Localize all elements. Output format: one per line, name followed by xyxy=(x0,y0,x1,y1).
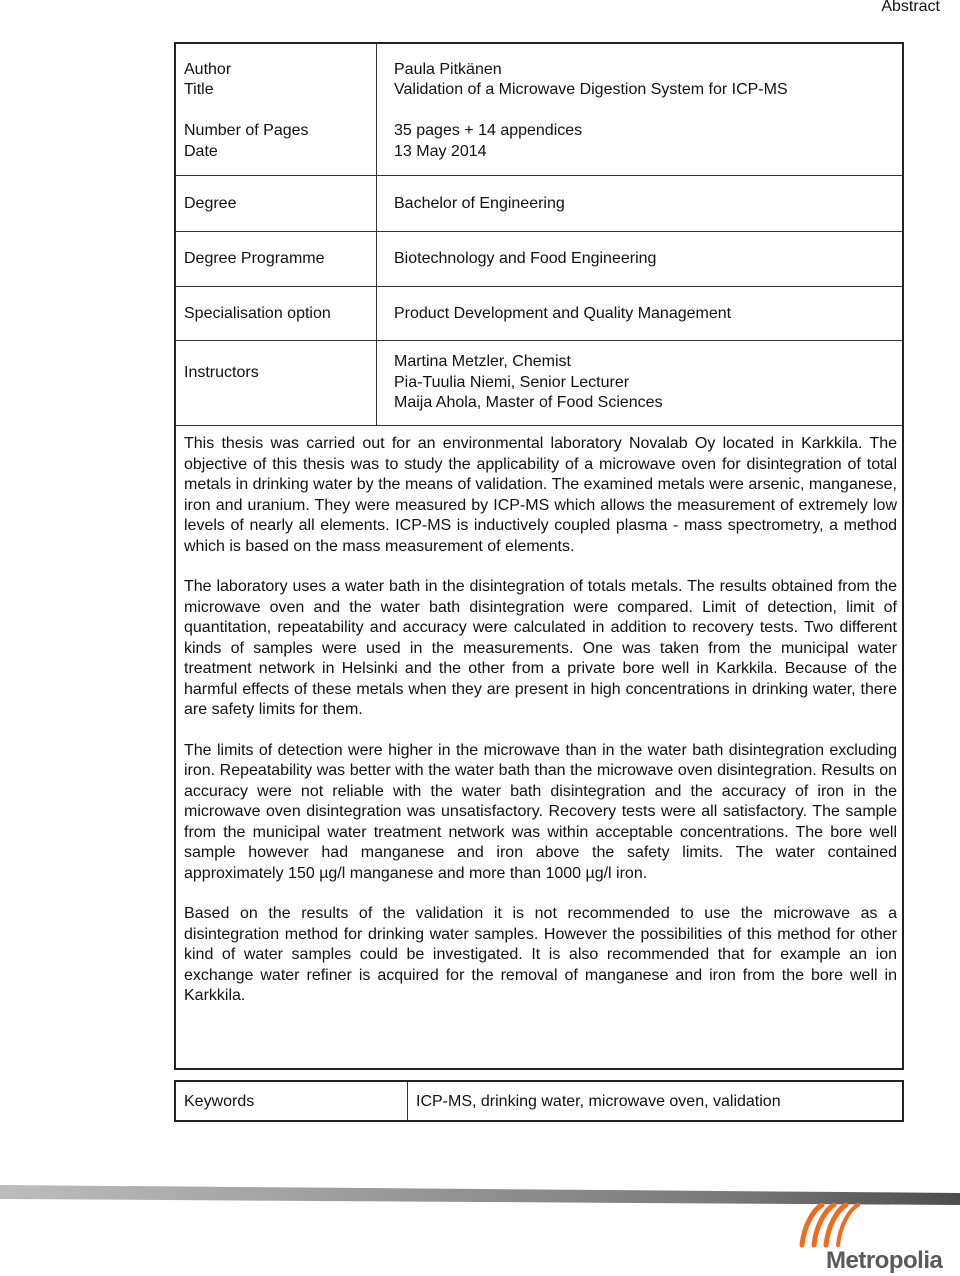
programme-value: Biotechnology and Food Engineering xyxy=(394,250,657,267)
pages-value: 35 pages + 14 appendices xyxy=(394,122,583,139)
column-divider xyxy=(376,44,377,425)
author-value: Paula Pitkänen xyxy=(394,61,502,78)
author-label: Author xyxy=(184,61,232,78)
row-divider xyxy=(176,286,902,287)
keywords-divider xyxy=(407,1082,408,1120)
keywords-table xyxy=(174,1080,904,1122)
keywords-label: Keywords xyxy=(184,1093,255,1110)
abstract-paragraph: The laboratory uses a water bath in the disintegration of totals metals. The results obtained from the microwave oven and the water bath disintegration were compared. Limit of detection, limit of quantitation, repeatability and accuracy were calculated in addition to recovery tests. Two different kinds of samples were used in the measurements. One was taken from the municipal water treatment network in Helsinki and the other from a private bore well in Karkkila. Because of the harmful effects of these metals when they are present in high concentrations in drinking water, there are safety limits for them. xyxy=(184,578,897,718)
degree-label: Degree xyxy=(184,195,237,212)
page-header-label: Abstract xyxy=(881,0,940,15)
pages-label: Number of Pages xyxy=(184,122,309,139)
metropolia-wordmark: Metropolia xyxy=(826,1247,943,1274)
degree-value: Bachelor of Engineering xyxy=(394,195,565,212)
title-label: Title xyxy=(184,81,214,98)
date-label: Date xyxy=(184,143,218,160)
row-divider xyxy=(176,175,902,176)
programme-label: Degree Programme xyxy=(184,250,325,267)
abstract-text xyxy=(184,434,897,1027)
abstract-paragraph: The limits of detection were higher in the microwave than in the water bath disintegration excluding iron. Repeatability was better with the water bath than the microwave oven disintegration. Results on accuracy were not reliable with the water bath disintegration and the accuracy of iron in the microwave oven disintegration was unsatisfactory. Recovery tests were all satisfactory. The sample from the municipal water treatment network was within acceptable concentrations. The bore well sample however had manganese and iron above the safety limits. The water contained approximately 150 µg/l manganese and more than 1000 µg/l iron. xyxy=(184,741,897,882)
instructors-label: Instructors xyxy=(184,364,259,381)
title-value: Validation of a Microwave Digestion System for ICP-MS xyxy=(394,81,788,98)
thesis-metadata-table xyxy=(174,42,904,1070)
instructor-2: Pia-Tuulia Niemi, Senior Lecturer xyxy=(394,374,630,391)
instructor-1: Martina Metzler, Chemist xyxy=(394,353,571,370)
abstract-paragraph: Based on the results of the validation it is not recommended to use the microwave as a disintegration method for drinking water samples. However the possibilities of this method for other kind of water samples could be investigated. It is also recommended that for example an ion exchange water refiner is acquired for the removal of manganese and iron from the bore well in Karkkila. xyxy=(184,905,897,1004)
date-value: 13 May 2014 xyxy=(394,143,487,160)
specialisation-value: Product Development and Quality Management xyxy=(394,305,732,322)
row-divider xyxy=(176,340,902,341)
keywords-value: ICP-MS, drinking water, microwave oven, validation xyxy=(416,1093,781,1110)
abstract-paragraph: This thesis was carried out for an environmental laboratory Novalab Oy located in Karkkila. The objective of this thesis was to study the applicability of a microwave oven for disintegration of total metals in drinking water by the means of validation. The examined metals were arsenic, manganese, iron and uranium. They were measured by ICP-MS which allows the measurement of extremely low levels of nearly all elements. ICP-MS is inductively coupled plasma - mass spectrometry, a method which is based on the mass measurement of elements. xyxy=(184,435,897,555)
row-divider xyxy=(176,425,902,426)
specialisation-label: Specialisation option xyxy=(184,305,331,322)
instructor-3: Maija Ahola, Master of Food Sciences xyxy=(394,394,663,411)
row-divider xyxy=(176,231,902,232)
